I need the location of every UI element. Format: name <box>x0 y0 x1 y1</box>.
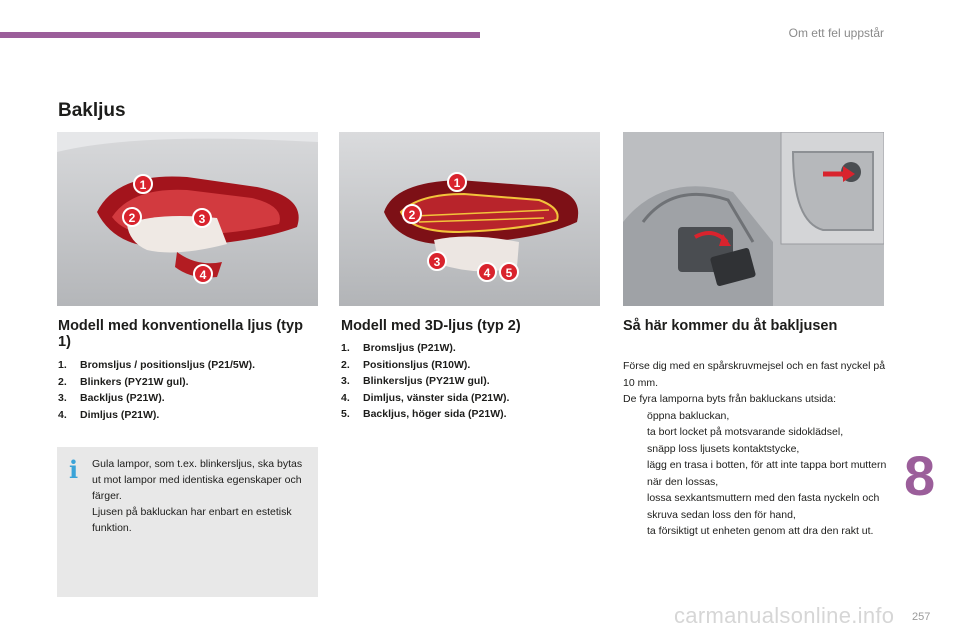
bullet-icon <box>623 457 647 490</box>
callout-label: 2 <box>408 208 416 222</box>
photo-taillight-type2 <box>339 132 600 306</box>
info-box <box>57 447 318 597</box>
list-item: lossa sexkantsmuttern med den fasta nyckeln och skruva sedan loss den för hand, <box>623 490 893 523</box>
bullet-icon <box>623 441 647 458</box>
list-item: snäpp loss ljusets kontaktstycke, <box>623 441 893 458</box>
callout-label: 5 <box>505 266 513 280</box>
chapter-number: 8 <box>904 444 936 507</box>
bullet-icon <box>623 490 647 523</box>
callout-label: 4 <box>199 268 207 282</box>
list-item: 3. Backljus (P21W). <box>58 392 165 404</box>
photo-taillight-type1 <box>57 132 318 306</box>
page-number: 257 <box>912 611 931 623</box>
list-item: 1. Bromsljus (P21W). <box>341 342 456 354</box>
list-item: 5. Backljus, höger sida (P21W). <box>341 408 507 420</box>
list-item: ta bort locket på motsvarande sidoklädsel, <box>623 424 893 441</box>
bulb-list-type2 <box>341 340 601 423</box>
callout-label: 3 <box>433 255 441 269</box>
info-text: Gula lampor, som t.ex. blinkersljus, ska bytas ut mot lampor med identiska egenskaper och färger. Ljusen på bakluckan har enbart en estetisk funktion. <box>92 458 303 534</box>
header-accent-bar <box>0 32 480 38</box>
list-item: 4. Dimljus, vänster sida (P21W). <box>341 391 510 404</box>
bullet-icon <box>623 424 647 441</box>
bullet-icon <box>623 523 647 540</box>
list-item: 1. Bromsljus / positionsljus (P21/5W). <box>58 359 256 371</box>
lead-text: De fyra lamporna byts från bakluckans utsida: <box>623 393 837 405</box>
info-icon: i <box>69 455 79 484</box>
heading-type1: Modell med konventionella ljus (typ 1) <box>58 318 303 350</box>
intro-text: Förse dig med en spårskruvmejsel och en fast nyckel på 10 mm. <box>623 360 886 389</box>
list-item: öppna bakluckan, <box>623 408 893 425</box>
list-item: 2. Positionsljus (R10W). <box>341 358 471 371</box>
list-item: 2. Blinkers (PY21W gul). <box>58 375 189 388</box>
list-item: 3. Blinkersljus (PY21W gul). <box>341 375 490 387</box>
callout-label: 1 <box>453 176 461 190</box>
bullet-icon <box>623 408 647 425</box>
section-title: Bakljus <box>58 100 126 121</box>
list-item: 4. Dimljus (P21W). <box>58 408 160 421</box>
heading-access: Så här kommer du åt bakljusen <box>623 318 838 334</box>
callout-label: 4 <box>483 266 491 280</box>
step-list <box>623 408 893 540</box>
callout-label: 1 <box>139 178 147 192</box>
watermark: carmanualsonline.info <box>674 603 895 628</box>
access-instructions <box>623 358 893 540</box>
callout-label: 2 <box>128 211 136 225</box>
list-item: ta försiktigt ut enheten genom att dra den rakt ut. <box>623 523 893 540</box>
bulb-list-type1 <box>58 357 318 423</box>
taillight-reverse-lens <box>127 216 227 252</box>
heading-type2: Modell med 3D-ljus (typ 2) <box>341 318 521 334</box>
photo-boot-access <box>623 132 884 306</box>
chapter-header-title: Om ett fel uppstår <box>788 26 884 40</box>
list-item: lägg en trasa i botten, för att inte tappa bort muttern när den lossas, <box>623 457 893 490</box>
callout-label: 3 <box>198 212 206 226</box>
